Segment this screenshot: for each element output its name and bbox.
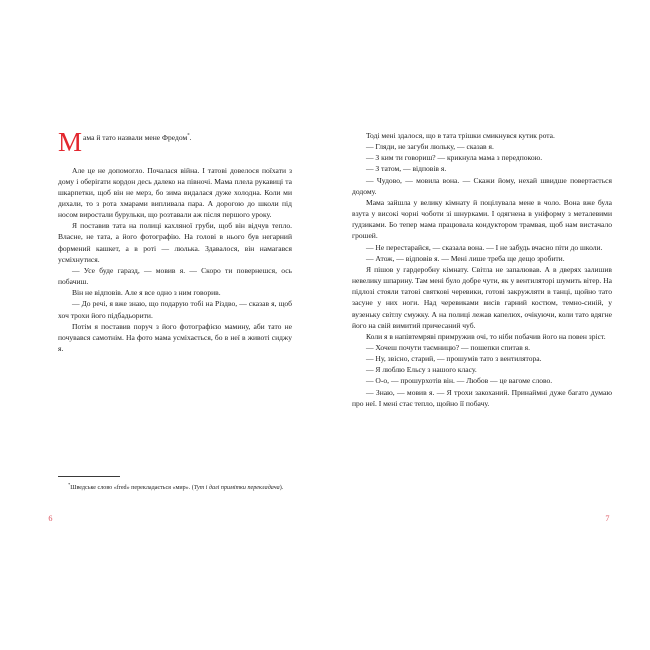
- left-paragraph-4: Він не відповів. Але я все одно з ним говорив.: [72, 288, 221, 298]
- left-paragraph-5: — До речі, я вже знаю, що подарую тобі на Різдво, — сказав я, щоб хоч трохи його підбадьорити.: [58, 299, 292, 320]
- left-paragraph-1: Але це не допомогло. Почалася війна. І татові довелося поїхати з дому і оберігати кордон десь далеко на півночі. Мама плела рукавиці та шкарпетки, щоб він не мерз, бо зима видалася дуже холодна. Коли ми дихали, то з рота хмарами випливала пара. А дорогою до школи під носом виростали бурульки, що розтавали аж після першого уроку.: [58, 165, 292, 220]
- right-paragraph-15: — Знаю, — мовив я. — Я трохи закоханий. Принаймні дуже багато думаю про неї. І мені стає тепло, щойно її побачу.: [352, 387, 612, 408]
- right-paragraph-14: — О-о, — прошурхотів він. — Любов — це вагоме слово.: [366, 376, 553, 386]
- right-page-text-column: [352, 130, 612, 409]
- right-paragraph-12: — Ну, звісно, старий, — прошумів тато з вентилятора.: [366, 354, 542, 364]
- footnote-text-before-italic: Шведське слово «fred» перекладається «мир». (: [70, 485, 194, 492]
- page-right: [325, 14, 650, 585]
- right-paragraph-5: — Чудово, — мовила вона. — Скажи йому, нехай швидше повертається додому.: [352, 175, 612, 196]
- right-paragraph-10: Коли я в напівтемряві примружив очі, то ніби побачив його на повен зріст.: [366, 331, 606, 341]
- left-paragraph-6: Потім я поставив поруч з його фотографією мамину, аби тато не почувався самотнім. На фото мама усміхається, бо в неї в животі сиджу я.: [58, 321, 292, 353]
- page-number-left: 6: [48, 514, 53, 523]
- right-paragraph-6: Мама зайшла у велику кімнату й поцілувала мене в чоло. Вона вже була взута у високі чорні чоботи зі шнурками. І одягнена в уніформу з металевими ґудзиками. Бо тепер мама працювала кондуктором трамвая, щоб нам вистачало грошей.: [352, 197, 612, 241]
- right-paragraph-13: — Я люблю Ельсу з нашого класу.: [366, 365, 477, 375]
- page-left: [0, 14, 325, 585]
- footnote-italic-text: Тут і далі примітки перекладача: [193, 485, 280, 492]
- opening-paragraph: [58, 127, 292, 157]
- drop-cap-letter: М: [58, 127, 83, 157]
- footnote-text: [58, 481, 292, 493]
- left-paragraph-2: Я поставив тата на полиці кахляної груби, щоб він відчув тепло. Власне, не тата, а його фотографію. На голові в нього був негарний формений кашкет, а в роті — люлька. Здавалося, він намагався усміхнутися.: [58, 221, 292, 264]
- right-paragraph-11: — Хочеш почути таємницю? — пошепки спитав я.: [366, 342, 530, 352]
- right-paragraph-4: — З татом, — відповів я.: [366, 164, 447, 174]
- opening-paragraph-period: .: [189, 132, 192, 142]
- right-paragraph-9: Я пішов у гардеробну кімнату. Світла не запалював. А в дверях залишив невелику шпарину. Там мені було добре чути, як у вентиляторі шумить вітер. На підлозі стояли татові святкові черевики, готові закружляти в танці, щойно тато засуне у них ноги. Над черевиками висів гарний костюм, темно-синій, у вузеньку світлу смужку. А на полиці лежав капелюх, очікуючи, коли тато вдягне його на свій вимитий причесаний чуб.: [352, 264, 612, 330]
- footnote-marker-inline: *: [187, 133, 190, 138]
- left-paragraph-3: — Усе буде гаразд, — мовив я. — Скоро ти повернешся, ось побачиш.: [58, 265, 292, 287]
- page-number-right: 7: [605, 514, 610, 523]
- right-paragraph-1: Тоді мені здалося, що в тата трішки смикнувся кутик рота.: [366, 131, 555, 140]
- right-paragraph-7: — Не перестарайся, — сказала вона. — І не забудь вчасно піти до школи.: [366, 242, 603, 252]
- left-page-text-column: [58, 127, 292, 354]
- footnote-text-after-italic: ).: [279, 485, 284, 492]
- right-paragraph-2: — Гляди, не загуби люльку, — сказав я.: [366, 142, 494, 152]
- right-paragraph-8: — Атож, — відповів я. — Мені лише треба ще дещо зробити.: [366, 253, 565, 263]
- right-paragraph-3: — З ким ти говориш? — крикнула мама з передпокою.: [366, 153, 543, 163]
- page-sheet: [0, 14, 650, 585]
- footnote-separator-rule: [58, 476, 120, 477]
- footnote-marker: *: [68, 482, 71, 487]
- opening-paragraph-text: ама й тато назвали мене Фредом: [83, 132, 188, 142]
- footnote-block: [58, 476, 292, 493]
